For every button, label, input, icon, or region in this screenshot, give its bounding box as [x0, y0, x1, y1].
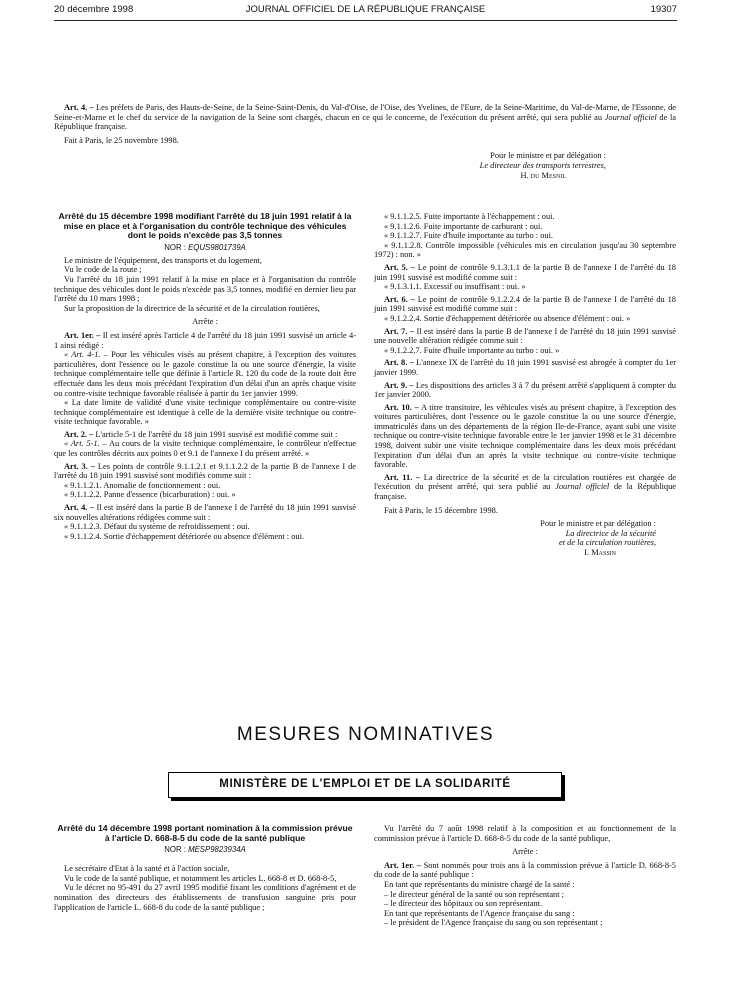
arrete2-title: Arrêté du 14 décembre 1998 portant nomination à la commission prévue à l'article D. 668-8-5 du code de la santé publique	[57, 823, 353, 843]
arrete1-art4-1: « Art. 4-1. – Pour les véhicules visés au présent chapitre, à l'exception des voitures particulières, dont l'essence ou le gazole constitue la ou une source d'énergie, la visite technique complémentaire telle que définie à l'article R. 120 du code de la route doit être effectuée dans les deux mois précédant l'expiration d'un délai d'un an après chaque visite ou contre-visite technique favorable réalisée à partir du 1er janvier 1999.	[54, 350, 356, 398]
arrete1-art6: Art. 6. – Le point de contrôle 9.1.2.2.4 de la partie B de l'annexe I de l'arrêté du 18 juin 1991 susvisé est modifié comme suit :	[374, 294, 676, 314]
arrete2-arrete: Arrête :	[512, 847, 538, 857]
arrete2-art1: Art. 1er. – Sont nommés pour trois ans à la commission prévue à l'article D. 668-8-5 du code de la santé publique :	[374, 860, 676, 880]
list-item: En tant que représentants de l'Agence française du sang :	[384, 908, 575, 918]
arrete2-para: Vu le code de la santé publique, et notamment les articles L. 668-8 et D. 668-8-5,	[64, 873, 337, 883]
arrete1-signature: Pour le ministre et par délégation : La directrice de la sécurité et de la circulation routières, I. Massin	[540, 519, 656, 557]
list-item: En tant que représentants du ministre chargé de la santé :	[384, 879, 575, 889]
arrete1-art1: Art. 1er. – Il est inséré après l'article 4 de l'arrêté du 18 juin 1991 susvisé un article 4-1 ainsi rédigé :	[54, 330, 357, 350]
top-art4: Art. 4. – Les préfets de Paris, des Hauts-de-Seine, de la Seine-Saint-Denis, du Val-d'Oise, de l'Oise, des Yvelines, de l'Eure, de la Seine-Maritime, du Val-de-Marne, de l'Essonne, de Seine-et-Marne et le chef du service de la navigation de la Seine sont chargés, chacun en ce qui le concerne, de l'exécution du présent arrêté, qui sera publié au Journal officiel de la République française.	[54, 103, 677, 132]
arrete2-para: Vu l'arrêté du 7 août 1998 relatif à la composition et au fonctionnement de la commission prévue à l'article D. 668-8-5 du code de la santé publique,	[374, 824, 676, 843]
arrete1-title: Arrêté du 15 décembre 1998 modifiant l'arrêté du 18 juin 1991 relatif à la mise en place et à l'organisation du contrôle technique des véhicules dont le poids n'excède pas 3,5 tonnes	[58, 211, 352, 241]
arrete1-art2: Art. 2. – L'article 5-1 de l'arrêté du 18 juin 1991 susvisé est modifié comme suit :	[64, 429, 338, 439]
arrete1-art11: Art. 11. – La directrice de la sécurité et de la circulation routières est chargée de l'exécution du présent arrêté, qui sera publié au Journal officiel de la République française.	[374, 472, 677, 502]
page-header	[54, 4, 677, 18]
top-signature: Pour le ministre et par délégation : Le directeur des transports terrestres, H. du Mesnil	[479, 151, 606, 180]
arrete1-art9: Art. 9. – Les dispositions des articles 3 à 7 du présent arrêté s'appliquent à compter du 1er janvier 2000.	[374, 380, 676, 400]
arrete1-art7: Art. 7. – Il est inséré dans la partie B de l'annexe I de l'arrêté du 18 juin 1991 susvisé une nouvelle altération rédigée comme suit :	[374, 326, 676, 346]
arrete1-para: Vu l'arrêté du 18 juin 1991 relatif à la mise en place et à l'organisation du contrôle technique des véhicules dont le poids n'excède pas 3,5 tonnes, modifié en dernier lieu par l'arrêté du 10 mars 1998 ;	[54, 274, 356, 304]
list-item: « 9.1.1.2.4. Sortie d'échappement détériorée ou absence d'élément : oui.	[64, 531, 304, 541]
arrete2-left-column	[54, 824, 356, 912]
arrete1-art5: Art. 5. – Le point de contrôle 9.1.3.1.1 de la partie B de l'annexe I de l'arrêté du 18 juin 1991 susvisé est modifié comme suit :	[374, 262, 676, 282]
arrete1-art5-1: « Art. 5-1. – Au cours de la visite technique complémentaire, le contrôleur n'effectue que les contrôles décrits aux points 0 et 9.1 de l'annexe I du présent arrêté. »	[54, 439, 356, 459]
top-fait: Fait à Paris, le 25 novembre 1998.	[64, 135, 179, 145]
arrete1-para: Sur la proposition de la directrice de la sécurité et de la circulation routières,	[64, 303, 320, 313]
arrete1-nor: NOR : EQUS9801739A	[164, 242, 246, 252]
arrete1-art3: Art. 3. – Les points de contrôle 9.1.1.2.1 et 9.1.1.2.2 de la partie B de l'annexe I de l'arrêté du 18 juin 1991 susvisé sont modifiés comme suit :	[54, 461, 356, 481]
header-date: 20 décembre 1998	[54, 4, 134, 15]
list-item: – le directeur des hôpitaux ou son représentant.	[384, 899, 543, 909]
header-journal-title: JOURNAL OFFICIEL DE LA RÉPUBLIQUE FRANÇAISE	[245, 4, 486, 15]
arrete1-para: Le ministre de l'équipement, des transports et du logement,	[64, 255, 262, 265]
arrete2-nor: NOR : MESP9823934A	[164, 845, 246, 855]
list-item: « 9.1.1.2.5. Fuite importante à l'échappement : oui.	[384, 212, 555, 221]
header-rule	[54, 20, 677, 21]
list-item: « 9.1.1.2.3. Défaut du système de refroidissement : oui.	[64, 522, 250, 532]
list-item: « 9.1.2.2.7. Fuite d'huile importante au turbo : oui. »	[384, 345, 560, 355]
arrete2-para: Le secrétaire d'Etat à la santé et à l'action sociale,	[64, 864, 230, 874]
arrete1-art4: Art. 4. – Il est inséré dans la partie B de l'annexe I de l'arrêté du 18 juin 1991 susvisé six nouvelles altérations rédigées comme suit :	[54, 503, 356, 522]
section-title: MESURES NOMINATIVES	[236, 724, 495, 745]
arrete2-para: Vu le décret no 95-491 du 27 avril 1995 modifié fixant les conditions d'agrément et de nomination des directeurs des établissements de transfusion sanguine pris pour l'application de l'article L. 668-8 du code de la santé publique ;	[54, 883, 356, 912]
arrete1-arrete: Arrête :	[192, 317, 218, 327]
list-item: « 9.1.1.2.6. Fuite importante de carburant : oui.	[384, 221, 543, 231]
ministry-title: MINISTÈRE DE L'EMPLOI ET DE LA SOLIDARITÉ	[219, 778, 511, 790]
list-item: « 9.1.1.2.2. Panne d'essence (bicarburation) : oui. »	[64, 490, 236, 500]
ministry-box	[168, 772, 562, 798]
list-item: – le directeur général de la santé ou son représentant ;	[384, 889, 564, 899]
list-item: « 9.1.2.2.4. Sortie d'échappement détériorée ou absence d'élément : oui. »	[384, 313, 631, 323]
header-page-number: 19307	[650, 4, 677, 15]
arrete1-para: Vu le code de la route ;	[64, 265, 142, 275]
list-item: « 9.1.1.2.7. Fuite d'huile importante au turbo : oui.	[384, 231, 553, 241]
top-article-block	[54, 103, 676, 180]
arrete2-right-column	[374, 824, 676, 928]
list-item: « 9.1.1.2.8. Contrôle impossible (véhicules mis en circulation jusqu'au 30 septembre 1972) : non. »	[374, 240, 676, 260]
arrete1-art4-1b: « La date limite de validité d'une visite technique complémentaire ou contre-visite technique complémentaire est identique à celle de la dernière visite technique ou contre-visite technique favorable. »	[54, 398, 356, 427]
arrete1-art10: Art. 10. – A titre transitoire, les véhicules visés au présent chapitre, à l'exception des voitures particulières, dont l'essence ou le gazole constitue la ou une source d'énergie, immatriculés dans un des départements de la région Ile-de-France, ayant subi une visite technique ou contre-visite technique favorable entre le 1er janvier 1998 et le 31 décembre 1998, doivent subir une visite technique complémentaire dans les deux mois précédant l'expiration d'un délai d'un an après la visite technique ou contre-visite technique favorable.	[374, 402, 677, 470]
arrete1-fait: Fait à Paris, le 15 décembre 1998.	[384, 505, 498, 515]
list-item: « 9.1.1.2.1. Anomalie de fonctionnement : oui.	[64, 480, 221, 490]
arrete1-left-column	[54, 212, 356, 541]
list-item: – le président de l'Agence française du sang ou son représentant ;	[384, 918, 603, 928]
arrete1-right-column	[374, 212, 676, 558]
list-item: « 9.1.3.1.1. Excessif ou insuffisant : oui. »	[384, 282, 526, 292]
arrete1-art8: Art. 8. – L'annexe IX de l'arrêté du 18 juin 1991 susvisé est abrogée à compter du 1er janvier 1999.	[374, 358, 676, 377]
